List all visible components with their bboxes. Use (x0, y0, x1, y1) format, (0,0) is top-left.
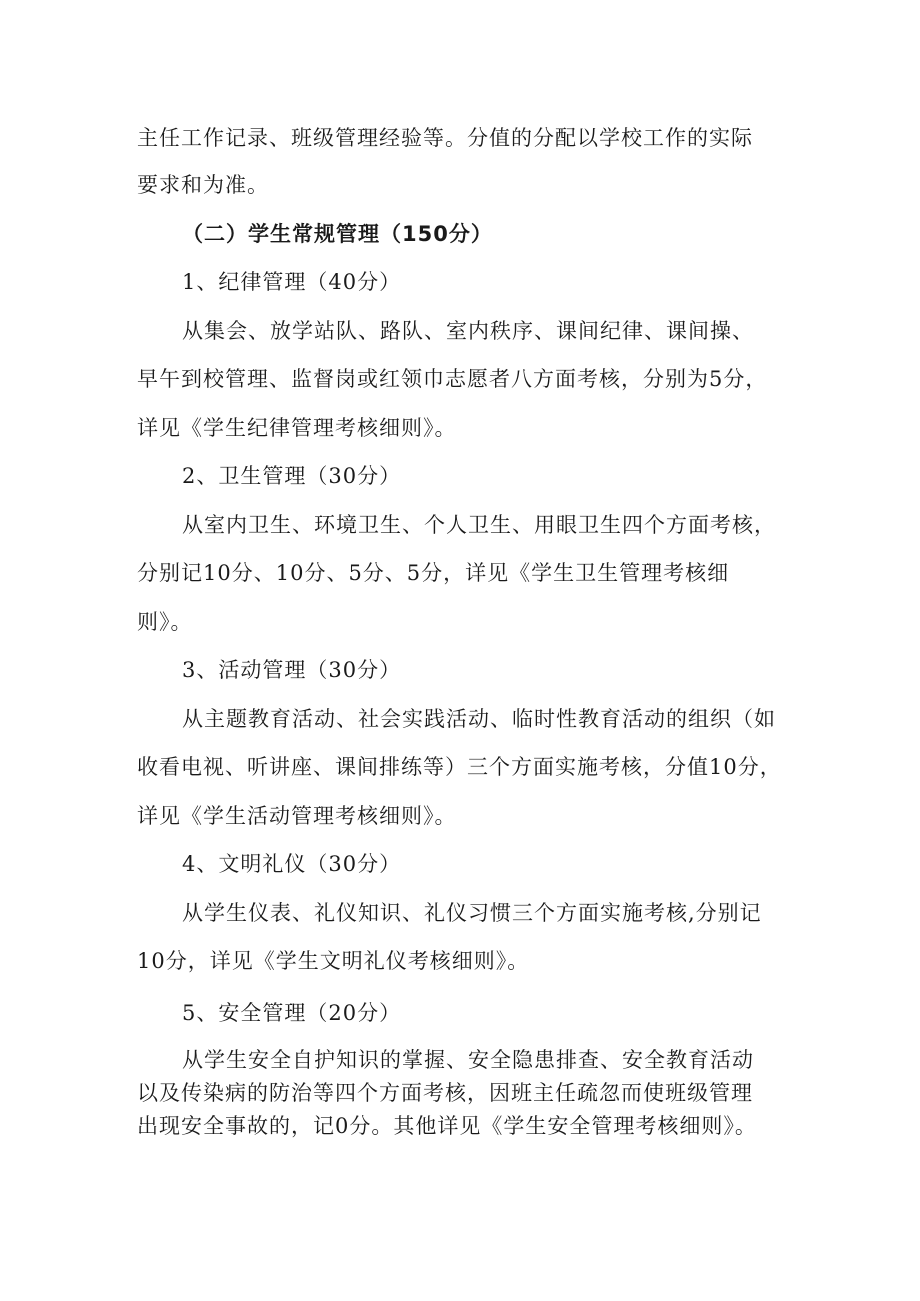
item-text-line: 从室内卫生、环境卫生、个人卫生、用眼卫生四个方面考核， (182, 513, 776, 537)
item-text-line: 分别记10分、10分、5分、5分，详见《学生卫生管理考核细 (137, 561, 730, 585)
item-text-line: 以及传染病的防治等四个方面考核，因班主任疏忽而使班级管理 (137, 1081, 753, 1105)
item-text-line: 从集会、放学站队、路队、室内秩序、课间纪律、课间操、 (182, 319, 754, 343)
item-text-line: 从学生安全自护知识的掌握、安全隐患排查、安全教育活动 (182, 1048, 754, 1072)
item-text-line: 详见《学生纪律管理考核细则》。 (137, 416, 457, 440)
item-text-line: 早午到校管理、监督岗或红领巾志愿者八方面考核，分别为5分， (137, 367, 768, 391)
item-text-line: 10分，详见《学生文明礼仪考核细则》。 (137, 949, 530, 973)
item-text-line: 收看电视、听讲座、课间排练等）三个方面实施考核，分值10分， (137, 755, 782, 779)
item-title-discipline: 1、纪律管理（40分） (182, 270, 402, 294)
item-text-line: 从学生仪表、礼仪知识、礼仪习惯三个方面实施考核,分别记 (182, 901, 762, 925)
item-title-etiquette: 4、文明礼仪（30分） (182, 852, 402, 876)
section-heading: （二）学生常规管理（150分） (182, 222, 493, 246)
item-title-hygiene: 2、卫生管理（30分） (182, 464, 402, 488)
item-text-line: 从主题教育活动、社会实践活动、临时性教育活动的组织（如 (182, 707, 776, 731)
item-title-safety: 5、安全管理（20分） (182, 1001, 402, 1025)
item-text-line: 出现安全事故的，记0分。其他详见《学生安全管理考核细则》。 (137, 1114, 757, 1138)
intro-line-1: 主任工作记录、班级管理经验等。分值的分配以学校工作的实际 (137, 126, 753, 150)
item-text-line: 则》。 (137, 610, 193, 634)
item-title-activities: 3、活动管理（30分） (182, 658, 402, 682)
item-text-line: 详见《学生活动管理考核细则》。 (137, 804, 457, 828)
intro-line-2: 要求和为准。 (137, 173, 269, 197)
